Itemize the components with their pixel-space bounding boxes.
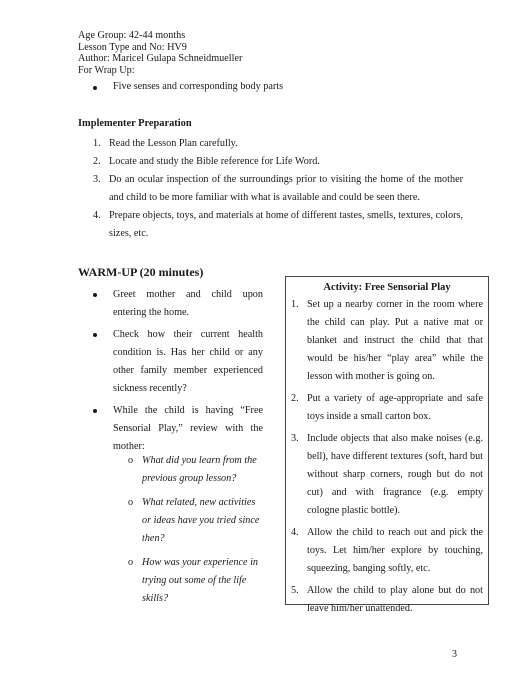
list-item: Greet mother and child upon entering the home. — [93, 286, 263, 322]
list-item: 5. Allow the child to play alone but do not leave him/her unattended. — [291, 585, 483, 614]
lesson-meta — [78, 30, 242, 76]
list-item: Check how their current health condition is. Has her child or any other family member experienced sickness recently? — [93, 326, 263, 398]
warmup-heading: WARM-UP (20 minutes) — [78, 265, 204, 279]
list-item: 1. Set up a nearby corner in the room where the child can play. Put a native mat or blanket and instruct the child that that would be his/her “play area” while the lesson with mother is going on. — [291, 299, 483, 382]
page-number: 3 — [452, 649, 457, 660]
implementer-list — [93, 135, 463, 243]
lesson-type: Lesson Type and No: HV9 — [78, 41, 187, 53]
circle-bullet-icon: o — [128, 557, 134, 568]
author: Author: Maricel Gulapa Schneidmueller — [78, 53, 243, 65]
bullet-icon — [93, 333, 97, 337]
list-item: 2. Put a variety of age-appropriate and safe toys inside a small carton box. — [291, 393, 483, 422]
warmup-list — [93, 286, 263, 460]
list-item: o How was your experience in trying out some of the life skills? — [128, 554, 263, 608]
review-questions — [128, 452, 263, 614]
list-item: 2. Locate and study the Bible reference for Life Word. — [93, 156, 320, 167]
age-group: Age Group: 42-44 months — [78, 30, 186, 41]
list-item: While the child is having “Free Sensorial Play,” review with the mother: — [93, 402, 263, 456]
activity-title: Activity: Free Sensorial Play — [323, 282, 451, 293]
activity-list — [291, 296, 483, 622]
list-item: o What related, new activities or ideas have you tried since then? — [128, 494, 263, 548]
list-item: 4. Prepare objects, toys, and materials at home of different tastes, smells, textures, colors, sizes, etc. — [93, 210, 464, 239]
wrap-up-bullet: Five senses and corresponding body parts — [93, 81, 283, 92]
list-item: o What did you learn from the previous group lesson? — [128, 452, 263, 488]
wrap-up-label: For Wrap Up: — [78, 64, 135, 76]
bullet-icon — [93, 293, 97, 297]
list-item: 3. Include objects that also make noises (e.g. bell), have different textures (soft, hard but without sharp corners, rough but do not cut) and with fragrance (e.g. empty cologne plastic bottle). — [291, 433, 483, 516]
bullet-icon — [93, 86, 97, 90]
implementer-heading: Implementer Preparation — [78, 118, 192, 129]
circle-bullet-icon: o — [128, 497, 134, 508]
circle-bullet-icon: o — [128, 455, 134, 466]
bullet-icon — [93, 409, 97, 413]
list-item: 3. Do an ocular inspection of the surroundings prior to visiting the home of the mother and child to be more familiar with what is available and could be seen there. — [93, 174, 463, 203]
list-item: 4. Allow the child to reach out and pick the toys. Let him/her explore by touching, squeezing, banging softly, etc. — [291, 527, 483, 574]
list-item: 1. Read the Lesson Plan carefully. — [93, 138, 238, 149]
